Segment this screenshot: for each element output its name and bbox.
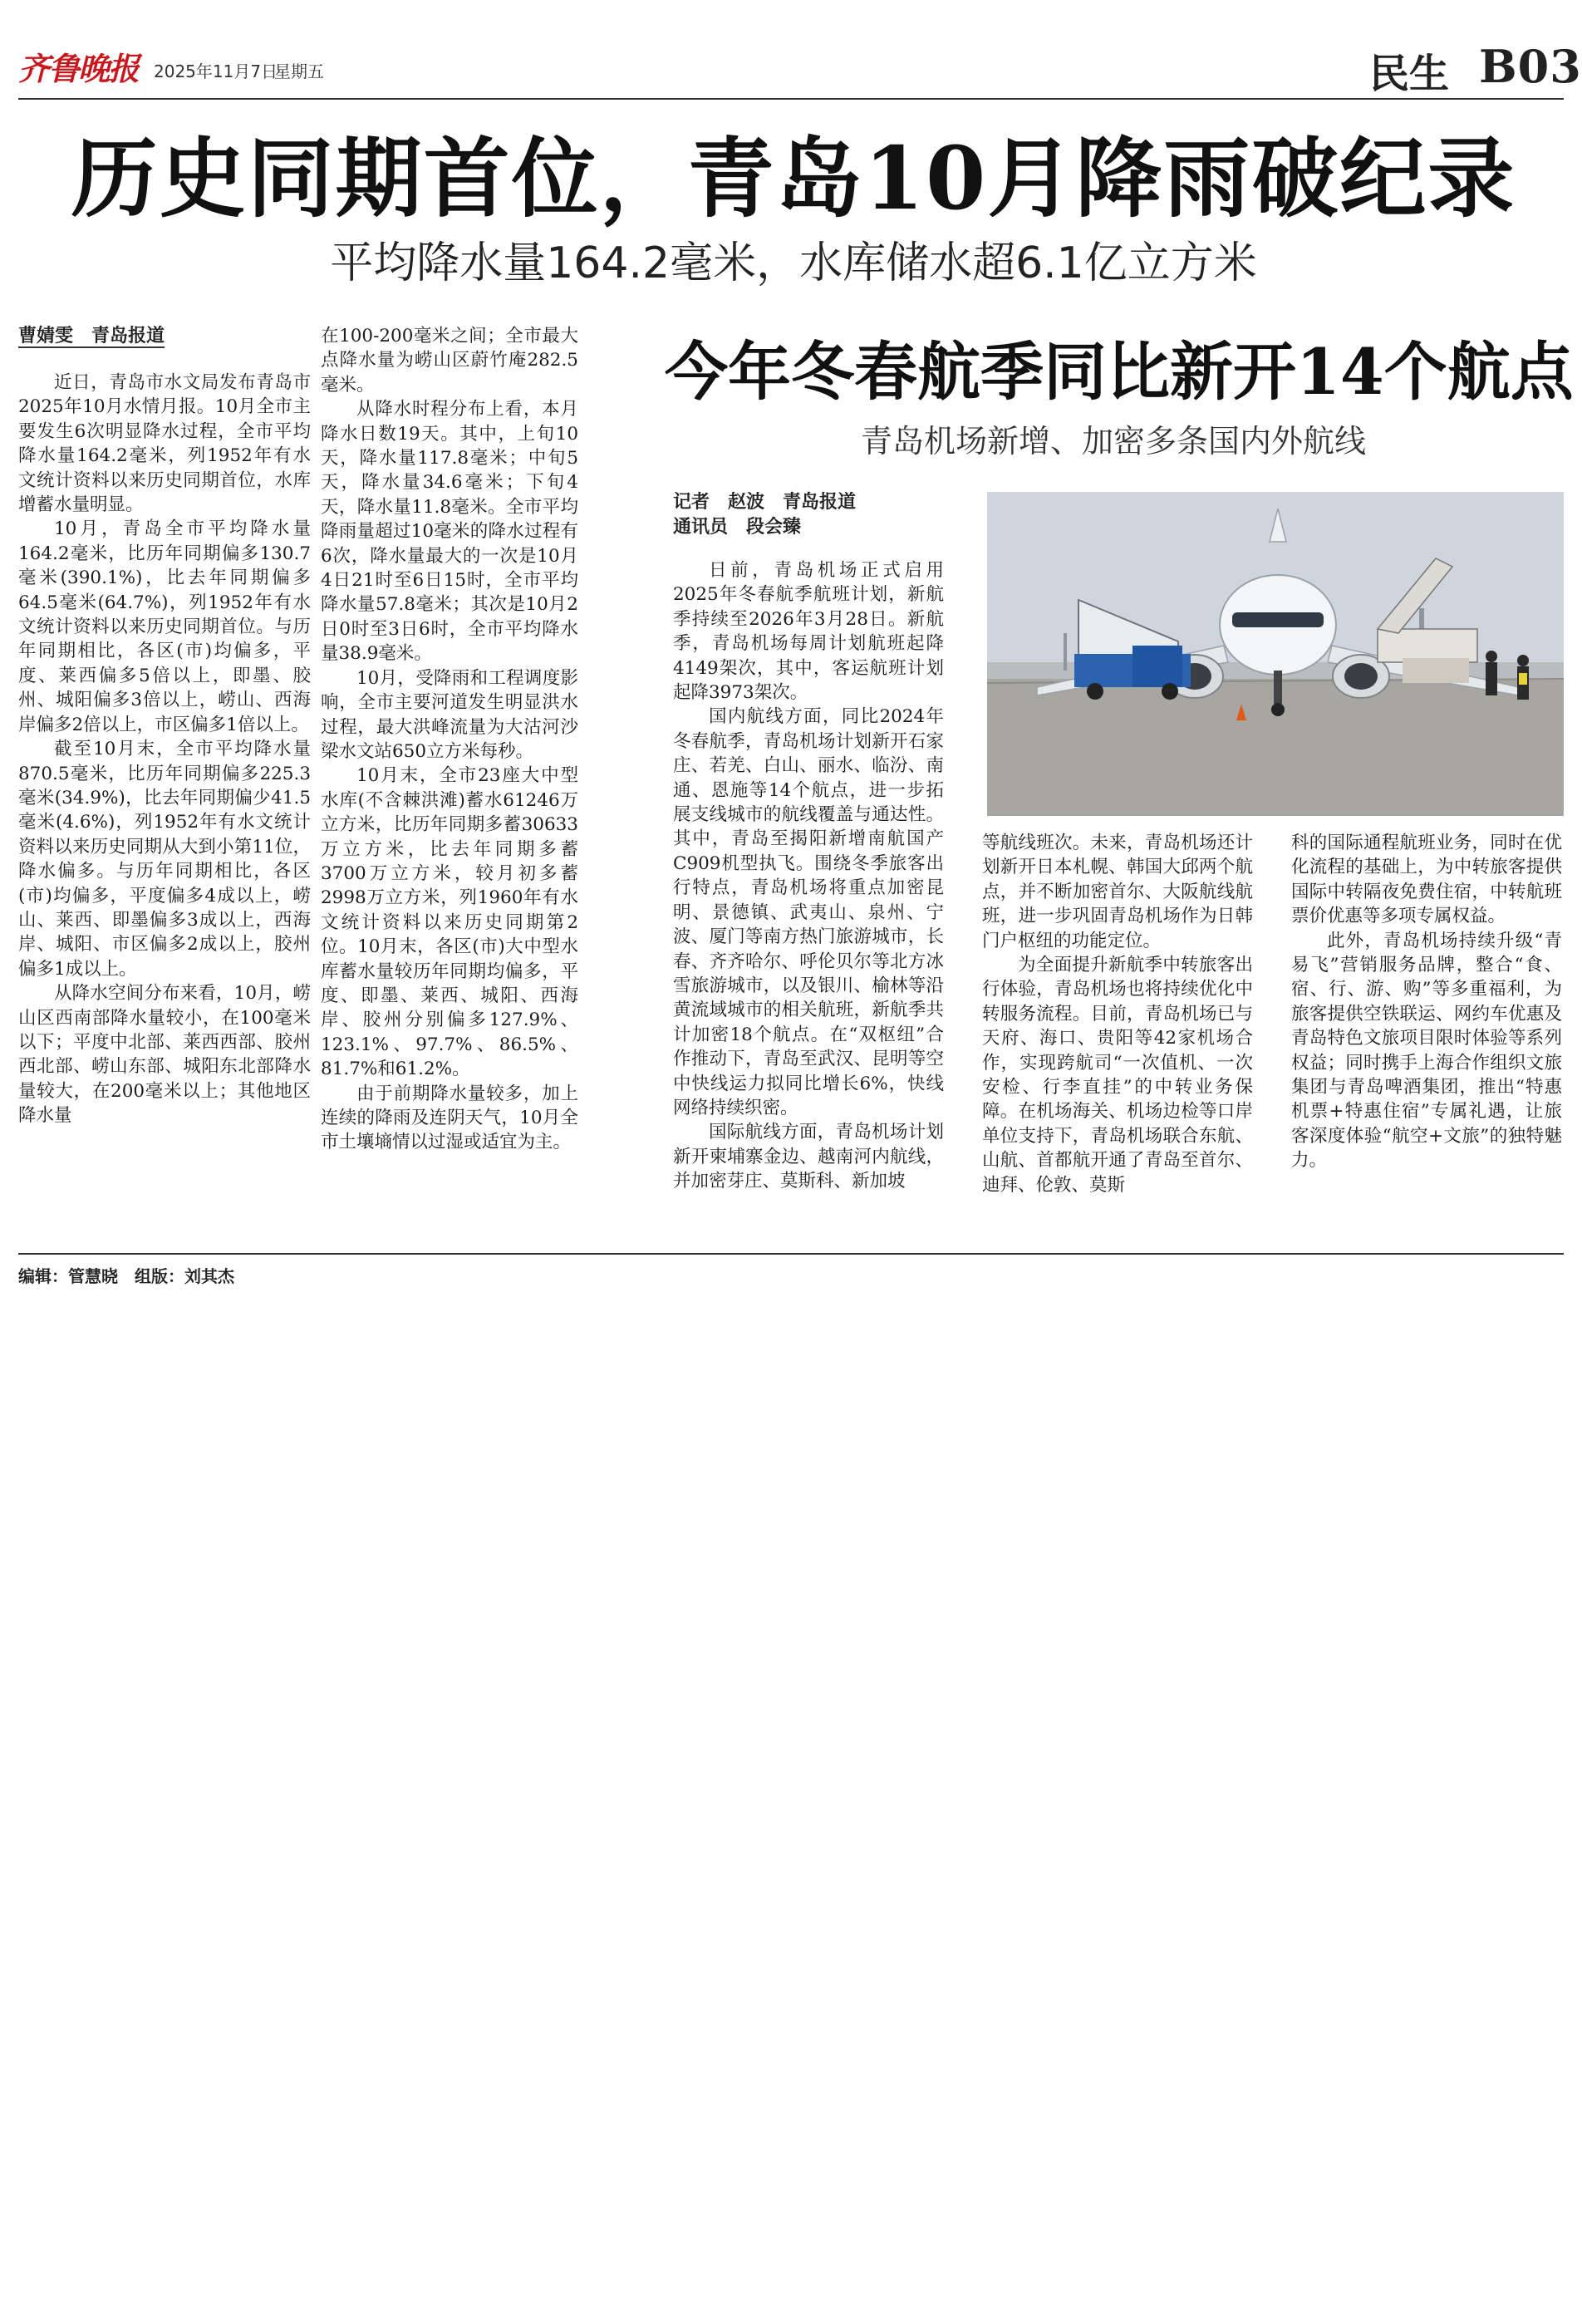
page-number: B03	[1479, 40, 1582, 93]
paragraph: 10月末，全市23座大中型水库(不含棘洪滩)蓄水61246万立方米，比历年同期多蓄30633万立方米，比去年同期多蓄3700万立方米，较月初多蓄2998万立方米，列1960年有水文统计资料以来历史同期第2位。10月末，各区(市)大中型水库蓄水量较历年同期均偏多，平度、即墨、莱西、城阳、西海岸、胶州分别偏多127.9%、123.1%、97.7%、86.5%、81.7%和61.2%。	[321, 765, 578, 1080]
article1-headline: 历史同期首位，青岛10月降雨破纪录	[71, 127, 1516, 229]
airport-photo	[987, 492, 1564, 816]
article1-column-2	[321, 324, 578, 1155]
paragraph: 从降水时程分布上看，本月降水日数19天。其中，上旬10天，降水量117.8毫米；中旬5天，降水量34.6毫米；下旬4天，降水量11.8毫米。全市平均降雨量超过10毫米的降水过程有6次，降水量最大的一次是10月4日21时至6日15时，全市平均降水量57.8毫米；其次是10月2日0时至3日6时，全市平均降水量38.9毫米。	[321, 399, 578, 665]
article2-column-1	[673, 558, 944, 1194]
footer-rule	[18, 1253, 1564, 1255]
issue-weekday: 星期五	[274, 61, 324, 81]
paragraph: 此外，青岛机场持续升级“青易飞”营销服务品牌，整合“食、宿、行、游、购”等多重福利，为旅客提供空铁联运、网约车优惠及青岛特色文旅项目限时体验等系列权益；同时携手上海合作组织文旅集团与青岛啤酒集团，推出“特惠机票+特惠住宿”专属礼遇，让旅客深度体验“航空+文旅”的独特魅力。	[1291, 930, 1562, 1172]
article2-byline-reporter: 记者 赵波 青岛报道	[673, 492, 857, 513]
paragraph: 截至10月末，全市平均降水量870.5毫米，比历年同期偏多225.3毫米(34.9%)，比去年同期偏少41.5毫米(4.6%)，列1952年有水文统计资料以来历史同期从大到小第11位，降水偏多。与历年同期相比，各区(市)均偏多，平度偏多4成以上，崂山、莱西、即墨偏多3成以上，西海岸、城阳、市区偏多2成以上，胶州偏多1成以上。	[18, 739, 311, 980]
paragraph: 科的国际通程航班业务，同时在优化流程的基础上，为中转旅客提供国际中转隔夜免费住宿，中转航班票价优惠等多项专属权益。	[1291, 833, 1562, 927]
editors-credit: 编辑：管慧晓 组版：刘其杰	[18, 1266, 234, 1286]
masthead-rule	[18, 98, 1564, 100]
paragraph: 等航线班次。未来，青岛机场还计划新开日本札幌、韩国大邱两个航点，并不断加密首尔、大阪航线航班，进一步巩固青岛机场作为日韩门户枢纽的功能定位。	[982, 833, 1253, 951]
paragraph: 国内航线方面，同比2024年冬春航季，青岛机场计划新开石家庄、若羌、白山、丽水、临汾、南通、恩施等14个航点，进一步拓展支线城市的航线覆盖与通达性。其中，青岛至揭阳新增南航国产C909机型执飞。围绕冬季旅客出行特点，青岛机场将重点加密昆明、景德镇、武夷山、泉州、宁波、厦门等南方热门旅游城市，长春、齐齐哈尔、呼伦贝尔等北方冰雪旅游城市，以及银川、榆林等沿黄流域城市的相关航班，新航季共计加密18个航点。在“双枢纽”合作推动下，青岛至武汉、昆明等空中快线运力拟同比增长6%，快线网络持续织密。	[673, 706, 944, 1118]
section-name: 民生	[1369, 51, 1450, 97]
article1-byline-text: 曹婧雯 青岛报道	[18, 326, 165, 346]
paragraph: 10月，受降雨和工程调度影响，全市主要河道发生明显洪水过程，最大洪峰流量为大沽河沙梁水文站650立方米每秒。	[321, 667, 578, 762]
paragraph: 从降水空间分布来看，10月，崂山区西南部降水量较小，在100毫米以下；平度中北部、莱西西部、胶州西北部、崂山东部、城阳东北部降水量较大，在200毫米以上；其他地区降水量	[18, 983, 311, 1127]
article2-column-2	[982, 831, 1253, 1197]
issue-date: 2025年11月7日	[154, 61, 278, 81]
article2-headline: 今年冬春航季同比新开14个航点	[665, 335, 1574, 409]
paragraph: 10月，青岛全市平均降水量164.2毫米，比历年同期偏多130.7毫米(390.1%)，比去年同期偏多64.5毫米(64.7%)，列1952年有水文统计资料以来历史同期首位。与历年同期相比，各区(市)均偏多，平度、莱西偏多5倍以上，即墨、胶州、城阳偏多3倍以上，崂山、西海岸偏多2倍以上，市区偏多1倍以上。	[18, 518, 311, 735]
article2-byline	[673, 490, 856, 540]
newspaper-logo: 齐鲁晚报	[18, 50, 139, 87]
paragraph: 近日，青岛市水文局发布青岛市2025年10月水情月报。10月全市主要发生6次明显降水过程，全市平均降水量164.2毫米，列1952年有水文统计资料以来历史同期首位，水库增蓄水量明显。	[18, 372, 311, 516]
article2-byline-correspondent: 通讯员 段会臻	[673, 517, 802, 538]
article1-column-1	[18, 371, 311, 1128]
article1-byline	[18, 324, 165, 349]
article1-subheadline: 平均降水量164.2毫米，水库储水超6.1亿立方米	[330, 238, 1257, 288]
article2-column-3	[1291, 831, 1562, 1173]
paragraph: 由于前期降水量较多，加上连续的降雨及连阴天气，10月全市土壤墒情以过湿或适宜为主。	[321, 1083, 578, 1153]
article2-subheadline: 青岛机场新增、加密多条国内外航线	[860, 423, 1366, 459]
paragraph: 为全面提升新航季中转旅客出行体验，青岛机场也将持续优化中转服务流程。目前，青岛机场已与天府、海口、贵阳等42家机场合作，实现跨航司“一次值机、一次安检、行李直挂”的中转业务保障。在机场海关、机场边检等口岸单位支持下，青岛机场联合东航、山航、首都航开通了青岛至首尔、迪拜、伦敦、莫斯	[982, 955, 1253, 1196]
paragraph: 国际航线方面，青岛机场计划新开柬埔寨金边、越南河内航线，并加密芽庄、莫斯科、新加坡	[673, 1122, 944, 1192]
paragraph: 日前，青岛机场正式启用2025年冬春航季航班计划，新航季持续至2026年3月28日。新航季，青岛机场每周计划航班起降4149架次，其中，客运航班计划起降3973架次。	[673, 560, 944, 704]
paragraph: 在100-200毫米之间；全市最大点降水量为崂山区蔚竹庵282.5毫米。	[321, 326, 578, 396]
